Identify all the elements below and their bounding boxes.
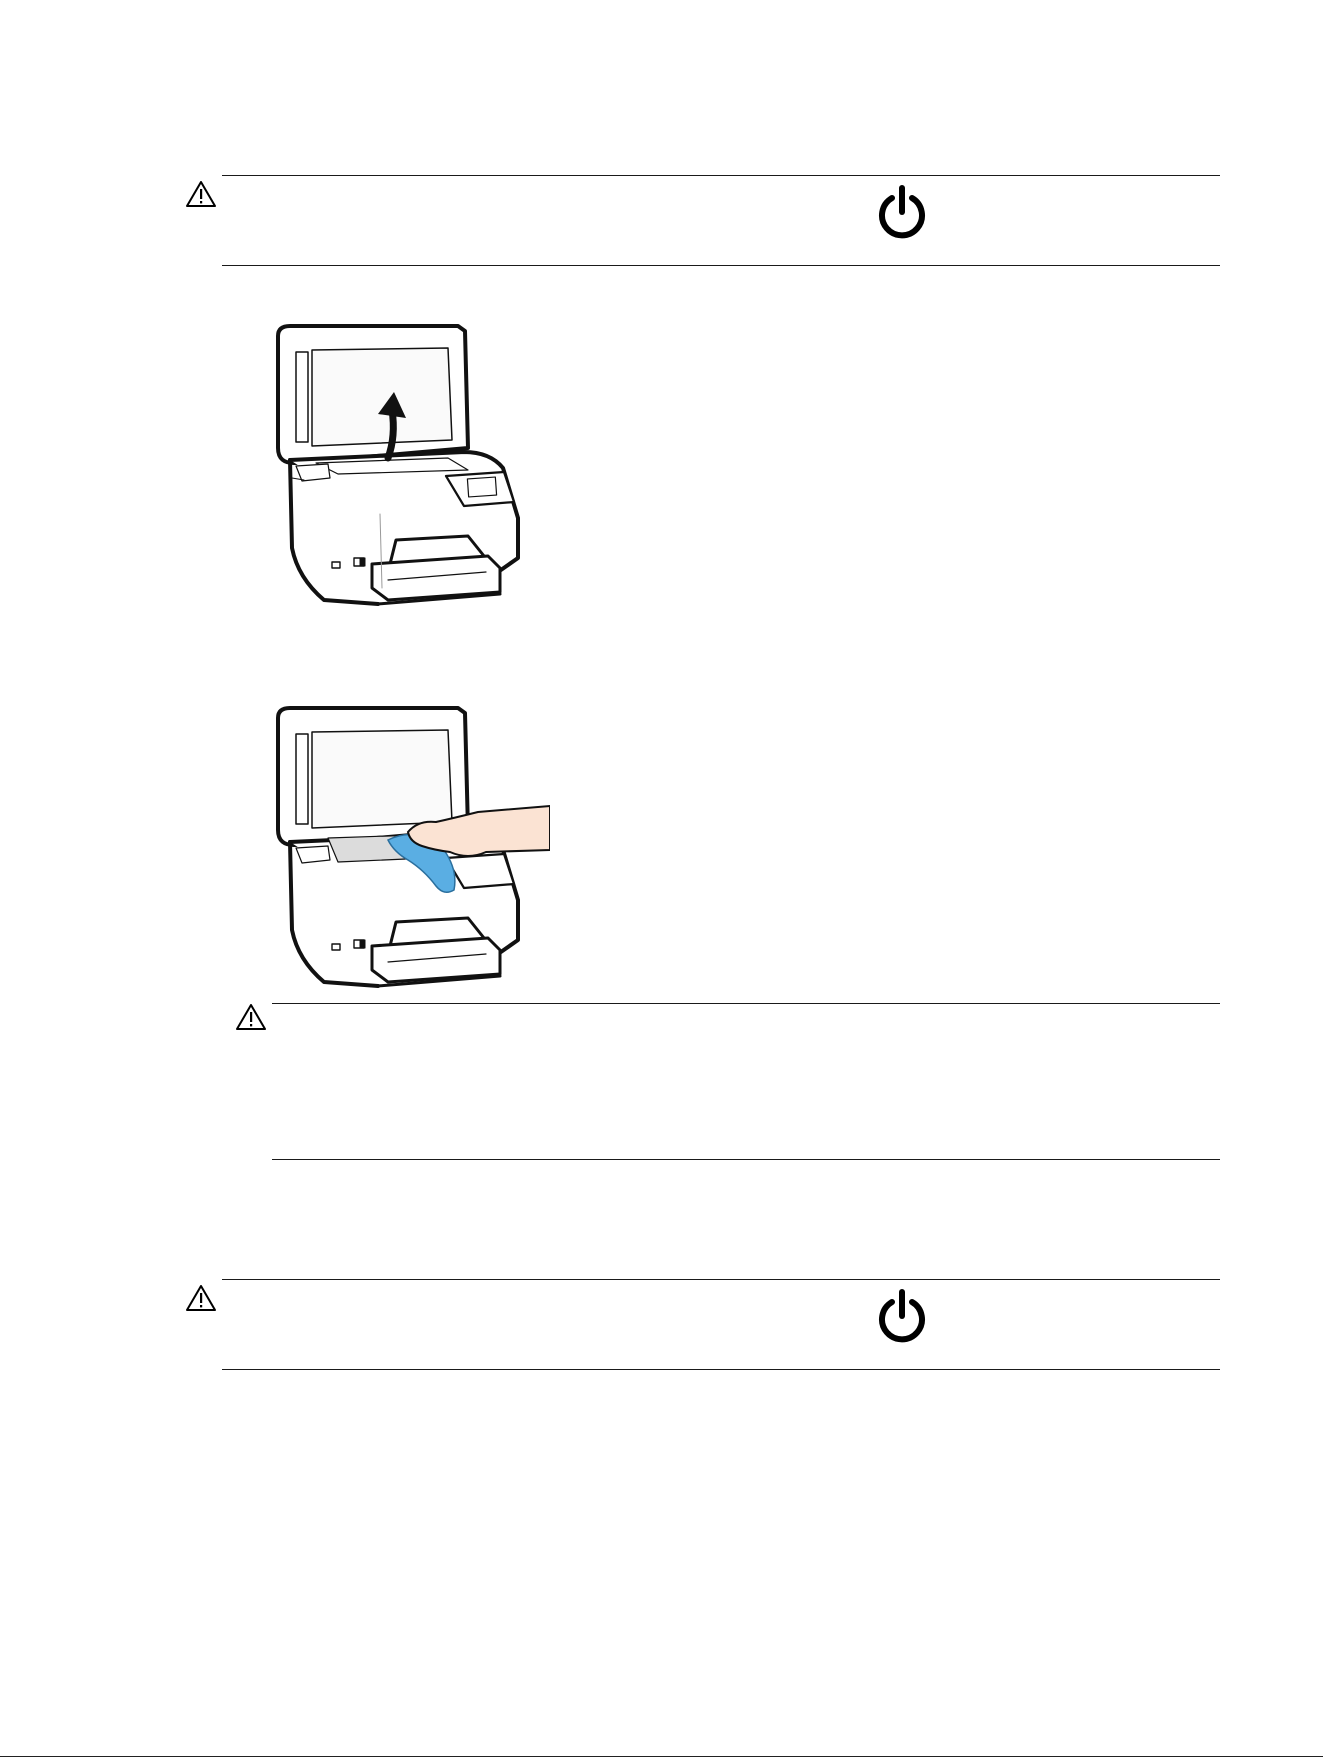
printer-lid-open-illustration	[268, 318, 550, 618]
warning-triangle-icon	[235, 1003, 267, 1031]
power-button-icon	[874, 1288, 930, 1344]
notice-bottom-rule	[272, 1159, 1220, 1160]
warning-triangle-icon	[185, 180, 217, 208]
power-button-icon	[874, 184, 930, 240]
warning-triangle-icon	[185, 1284, 217, 1312]
notice-bottom-rule	[222, 1369, 1220, 1370]
page-footer-rule	[0, 1756, 1323, 1757]
notice-bottom-rule	[222, 265, 1220, 266]
printer-cleaning-glass-illustration	[268, 700, 550, 1000]
notice-top-rule	[222, 175, 1220, 176]
notice-top-rule	[272, 1003, 1220, 1004]
notice-top-rule	[222, 1279, 1220, 1280]
